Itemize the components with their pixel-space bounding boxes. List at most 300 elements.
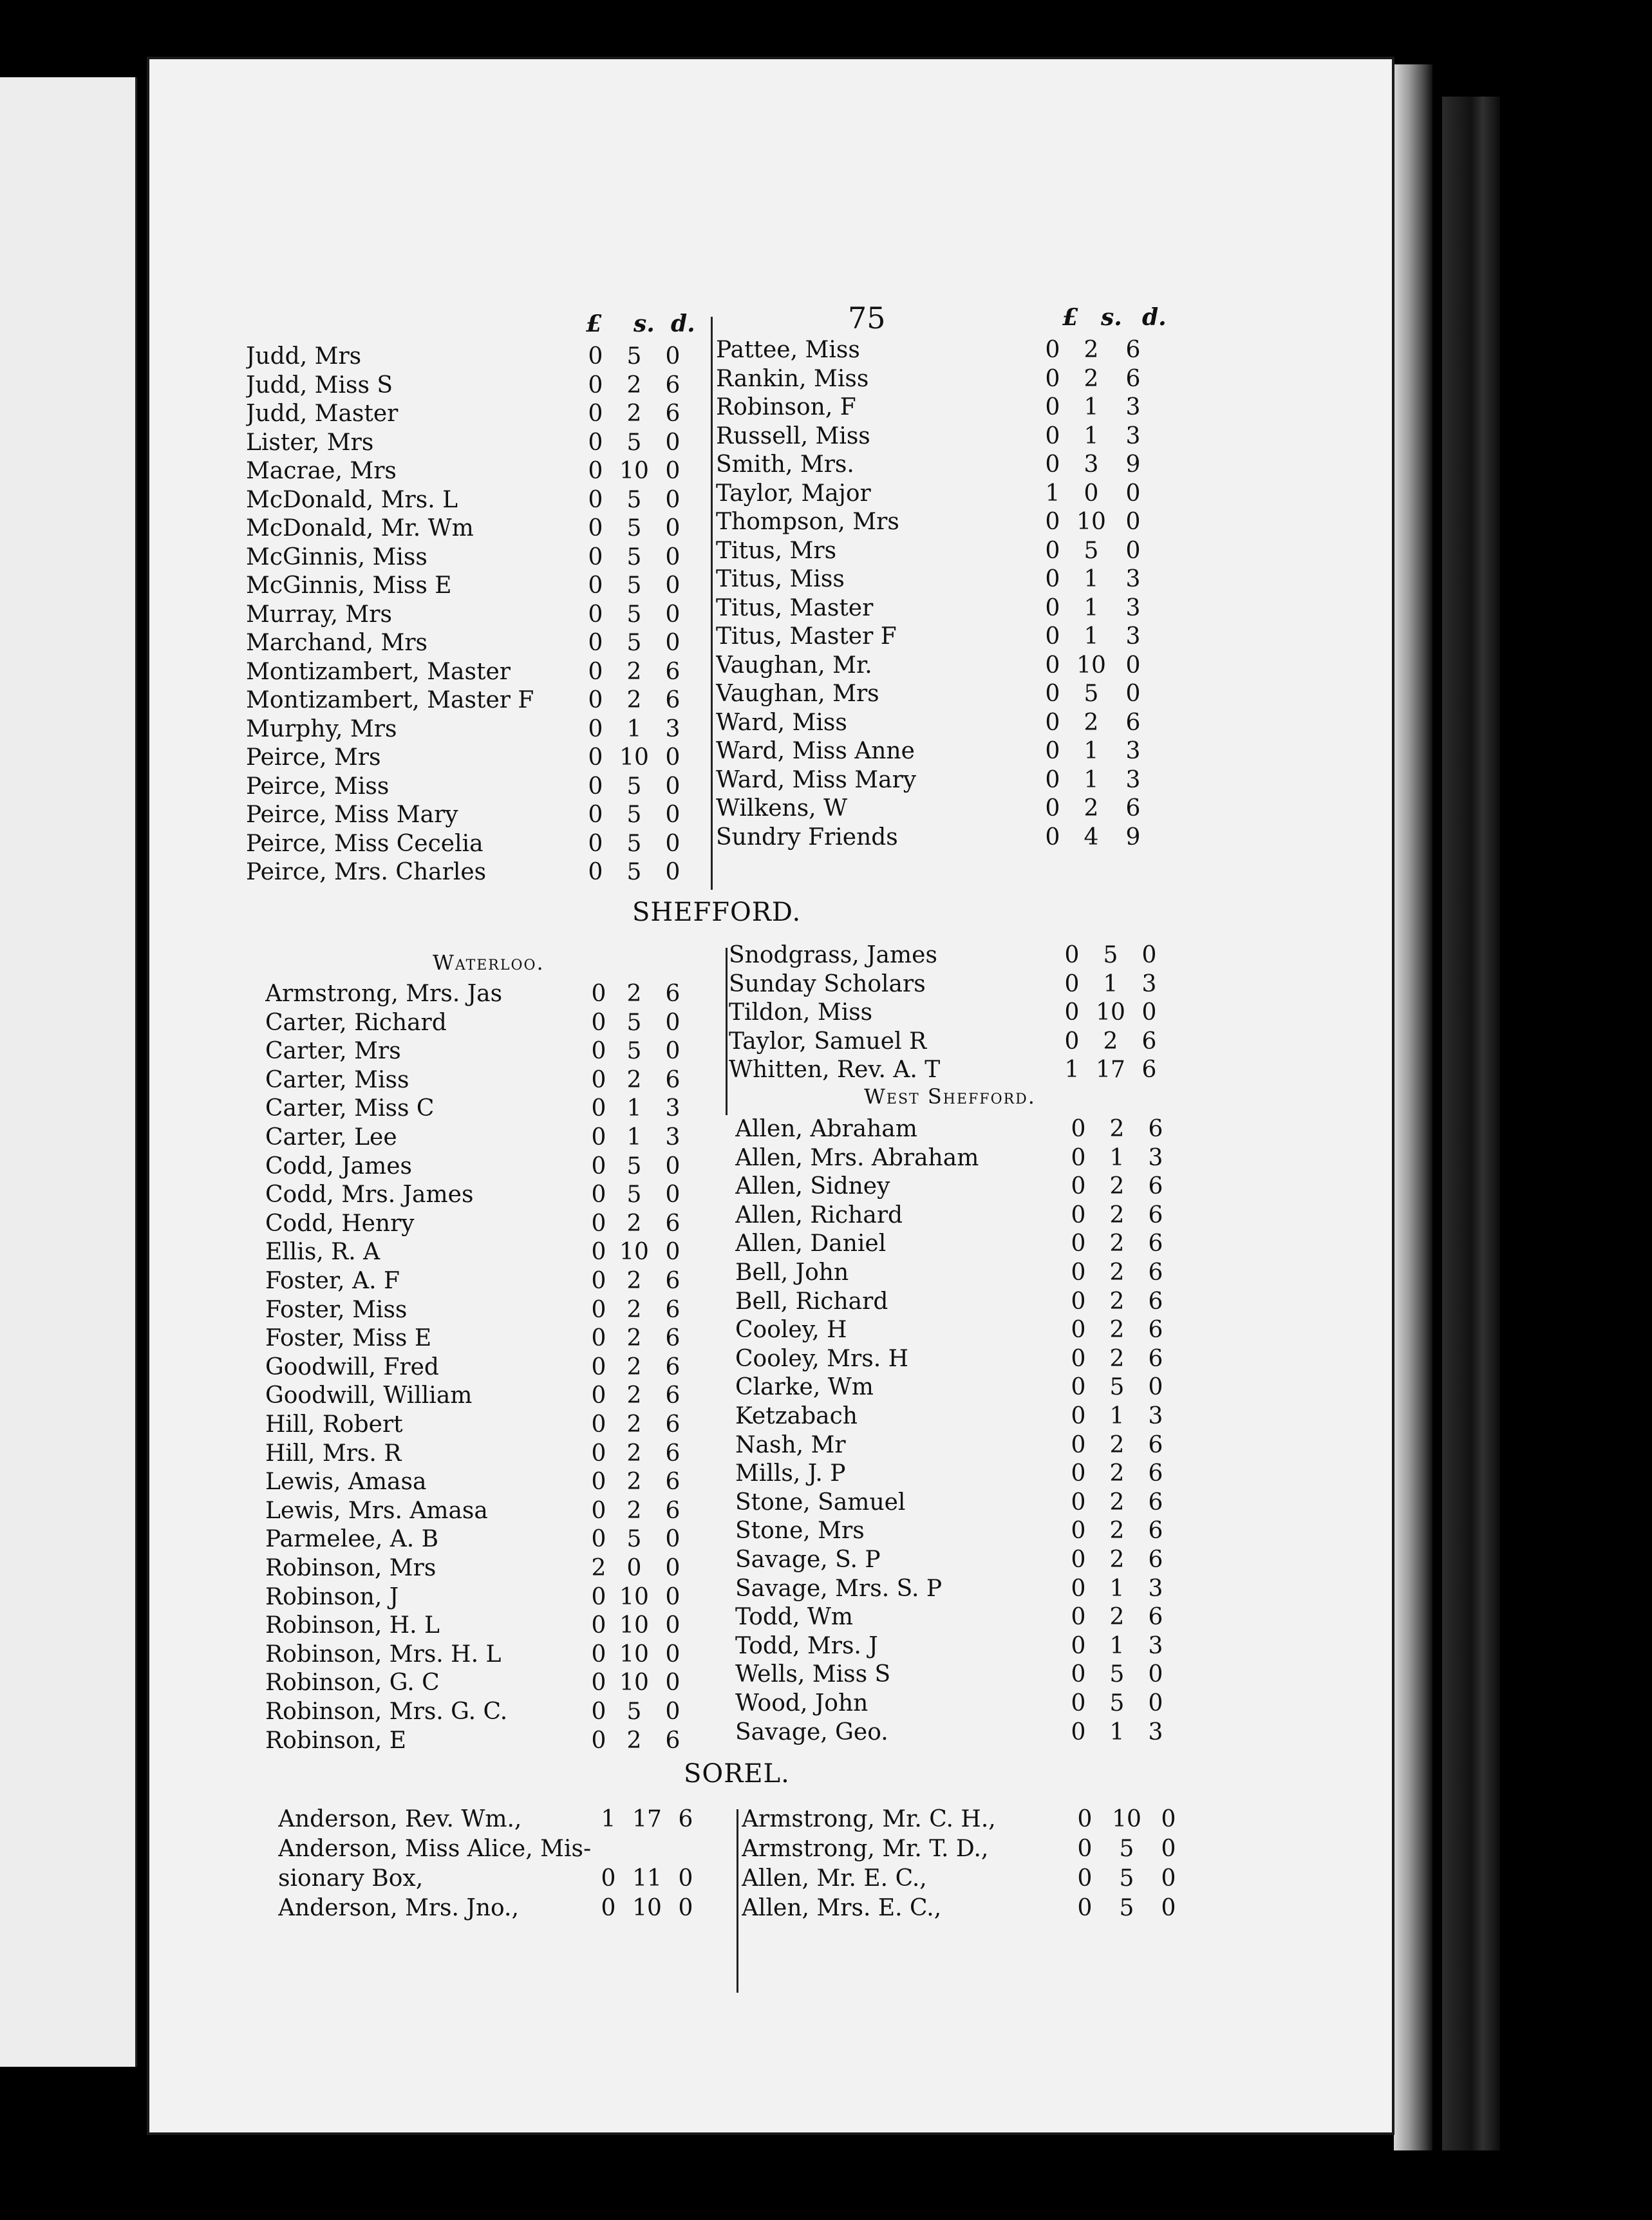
amount-pounds: 0 xyxy=(588,687,603,713)
amount-shillings: 2 xyxy=(1109,1489,1125,1516)
contributor-name-text: Murphy, Mrs xyxy=(246,716,399,742)
amount-pence: 3 xyxy=(1125,394,1141,420)
amount-pence: 0 xyxy=(665,486,681,513)
amount-shillings: 5 xyxy=(626,486,642,513)
contributor-name xyxy=(265,1669,584,1697)
amount-shillings: 5 xyxy=(626,1698,642,1725)
contributor-name xyxy=(735,1316,1047,1344)
ledger-row xyxy=(735,1316,1173,1344)
amount-pence: 6 xyxy=(665,1469,681,1496)
amount-shillings: 1 xyxy=(1084,566,1099,592)
contributor-name xyxy=(735,1230,1047,1258)
amount-pence: 0 xyxy=(665,601,681,628)
amount-pence: 6 xyxy=(665,1497,681,1524)
amount-pence: 0 xyxy=(665,1555,681,1581)
amount-pounds: 0 xyxy=(1077,1806,1093,1832)
ledger-row xyxy=(729,1028,1167,1056)
amount-shillings: 5 xyxy=(1109,1374,1125,1401)
amount-shillings: 2 xyxy=(626,658,642,685)
amount-pence: 6 xyxy=(1148,1345,1163,1372)
amount-shillings: 10 xyxy=(619,1670,649,1697)
amount-shillings: 10 xyxy=(619,1612,649,1639)
amount-shillings: 2 xyxy=(1109,1201,1125,1228)
amount-shillings: 1 xyxy=(1109,1718,1125,1745)
amount-shillings: 5 xyxy=(626,429,642,456)
amount-pounds: 0 xyxy=(1071,1259,1086,1286)
amount-pence: 3 xyxy=(1148,1718,1163,1745)
ledger-row xyxy=(716,795,1150,823)
amount-pounds: 0 xyxy=(588,572,603,599)
contributor-name-text: Pattee, Miss xyxy=(716,337,863,363)
amount-shillings: 10 xyxy=(619,1641,649,1668)
amount-pounds: 0 xyxy=(1045,594,1060,621)
amount-pence: 0 xyxy=(665,429,681,456)
ledger-row xyxy=(265,1583,690,1612)
contributor-name xyxy=(735,1172,1047,1201)
subsection-west-shefford: West Shefford. xyxy=(864,1084,1036,1109)
contributor-name-text: Robinson, Mrs. G. C. xyxy=(265,1698,510,1725)
ledger-row xyxy=(265,1497,690,1525)
amount-shillings: 2 xyxy=(626,400,642,427)
amount-pence: 3 xyxy=(665,715,681,742)
amount-pence: 6 xyxy=(665,687,681,713)
amount-pence: 0 xyxy=(1125,480,1141,507)
ledger-row xyxy=(735,1373,1173,1402)
ledger-row xyxy=(735,1230,1173,1258)
amount-pounds: 0 xyxy=(1077,1865,1093,1892)
amount-shillings: 5 xyxy=(626,830,642,857)
amount-shillings: 2 xyxy=(1103,1028,1118,1055)
contributor-name-text: Carter, Miss xyxy=(265,1067,411,1093)
ledger-row xyxy=(265,1411,690,1439)
ledger-row xyxy=(716,623,1150,651)
amount-shillings: 2 xyxy=(1109,1518,1125,1545)
amount-pence: 6 xyxy=(1125,365,1141,392)
contributor-name xyxy=(735,1517,1047,1545)
ledger-row xyxy=(265,1525,690,1554)
contributor-name-text: Judd, Master xyxy=(246,400,400,427)
amount-pounds: 0 xyxy=(591,1181,606,1209)
contributor-name-text: Peirce, Mrs xyxy=(246,744,384,771)
ledger-row xyxy=(265,1181,690,1209)
amount-pounds: 0 xyxy=(591,981,606,1007)
amount-pence: 6 xyxy=(665,1296,681,1323)
amount-pence: 0 xyxy=(665,1670,681,1697)
amount-pounds: 0 xyxy=(601,1865,616,1892)
ledger-row xyxy=(278,1894,703,1923)
contributor-name-text: Vaughan, Mr. xyxy=(716,652,875,679)
contributor-name-text: Savage, Mrs. S. P xyxy=(735,1576,944,1602)
contributor-name-text: Savage, Geo. xyxy=(735,1719,891,1745)
amount-shillings: 5 xyxy=(626,1152,642,1180)
contributor-name-text: Snodgrass, James xyxy=(729,942,940,968)
ledger-row xyxy=(246,744,690,772)
contributor-name xyxy=(735,1144,1047,1172)
amount-pence: 3 xyxy=(1125,422,1141,449)
header-pounds-right: £ xyxy=(1062,304,1079,331)
contributor-name-text: Wells, Miss S xyxy=(735,1661,893,1688)
amount-shillings: 2 xyxy=(626,1325,642,1352)
contributor-name xyxy=(246,572,568,600)
contributor-name-text: Lister, Mrs xyxy=(246,429,376,456)
amount-pence: 6 xyxy=(1148,1489,1163,1516)
contributor-name xyxy=(265,1095,584,1123)
ledger-row xyxy=(265,1698,690,1726)
facing-page-edge xyxy=(0,77,137,2067)
contributor-name-text: Codd, James xyxy=(265,1153,415,1180)
amount-pence: 3 xyxy=(1141,970,1157,997)
amount-shillings: 2 xyxy=(626,1411,642,1438)
amount-shillings: 2 xyxy=(626,1469,642,1496)
ledger-row xyxy=(735,1345,1173,1373)
amount-pence: 6 xyxy=(1141,1028,1157,1055)
amount-pounds: 0 xyxy=(1071,1547,1086,1573)
contributor-name xyxy=(716,795,1028,823)
contributor-name xyxy=(265,1612,584,1640)
amount-pounds: 0 xyxy=(588,859,603,885)
contributor-name-text: Allen, Mrs. Abraham xyxy=(735,1145,981,1171)
amount-pence: 6 xyxy=(665,1325,681,1352)
amount-shillings: 10 xyxy=(1076,652,1106,679)
amount-shillings: 2 xyxy=(1109,1116,1125,1142)
amount-pence: 0 xyxy=(665,543,681,570)
contributor-name xyxy=(265,1411,584,1439)
amount-pence: 6 xyxy=(1148,1460,1163,1487)
ledger-row xyxy=(265,1210,690,1238)
ledger-row xyxy=(716,594,1150,623)
amount-pounds: 0 xyxy=(591,1698,606,1725)
contributor-name xyxy=(716,537,1028,565)
column-divider xyxy=(737,1809,738,1993)
ledger-row xyxy=(716,737,1150,766)
amount-pounds: 0 xyxy=(588,429,603,456)
amount-pounds: 0 xyxy=(591,1641,606,1668)
ledger-row xyxy=(265,1440,690,1468)
amount-shillings: 10 xyxy=(1112,1806,1141,1832)
ledger-row xyxy=(246,572,690,600)
amount-pounds: 1 xyxy=(1045,480,1060,507)
contributor-name xyxy=(265,1497,584,1525)
amount-pence: 0 xyxy=(665,630,681,656)
ledger-row xyxy=(246,457,690,485)
contributor-name xyxy=(735,1402,1047,1431)
amount-pence: 0 xyxy=(678,1865,693,1892)
amount-shillings: 1 xyxy=(1084,766,1099,793)
contributor-name xyxy=(716,480,1028,508)
amount-pounds: 0 xyxy=(591,1353,606,1380)
contributor-name xyxy=(246,858,568,887)
amount-shillings: 1 xyxy=(1084,422,1099,449)
amount-shillings: 2 xyxy=(626,1268,642,1294)
contributor-name-text: Judd, Miss S xyxy=(246,372,395,399)
ledger-row xyxy=(742,1835,1186,1863)
amount-pence: 9 xyxy=(1125,823,1141,851)
ledger-row xyxy=(265,1066,690,1095)
amount-pounds: 0 xyxy=(1071,1632,1086,1659)
amount-pounds: 0 xyxy=(1045,337,1060,363)
amount-shillings: 5 xyxy=(626,802,642,828)
contributor-name-text: Tildon, Miss xyxy=(729,999,875,1026)
amount-shillings: 4 xyxy=(1084,823,1099,851)
contributor-name xyxy=(742,1894,1057,1923)
contributor-name-text: Robinson, F xyxy=(716,394,859,420)
contributor-name-text: Allen, Abraham xyxy=(735,1116,920,1142)
amount-shillings: 2 xyxy=(626,1066,642,1093)
amount-pounds: 0 xyxy=(588,372,603,399)
amount-shillings: 5 xyxy=(626,630,642,656)
amount-shillings: 2 xyxy=(1109,1345,1125,1372)
contributor-name-text: Foster, A. F xyxy=(265,1268,402,1294)
page-gutter xyxy=(1394,64,1432,2150)
amount-shillings: 2 xyxy=(1084,795,1099,822)
contributor-name-text: Ward, Miss Mary xyxy=(716,767,919,793)
amount-pence: 0 xyxy=(665,1641,681,1668)
amount-pence: 6 xyxy=(1148,1317,1163,1344)
amount-pounds: 0 xyxy=(1071,1403,1086,1429)
contributor-name-text: Hill, Mrs. R xyxy=(265,1440,404,1467)
amount-pounds: 0 xyxy=(1071,1230,1086,1257)
amount-shillings: 5 xyxy=(626,1038,642,1065)
contributor-name xyxy=(735,1259,1047,1287)
contributor-name xyxy=(246,429,568,457)
contributor-name xyxy=(716,508,1028,536)
amount-pence: 0 xyxy=(665,1526,681,1553)
amount-shillings: 10 xyxy=(619,458,649,484)
ledger-row xyxy=(735,1115,1173,1143)
contributor-name xyxy=(246,343,568,371)
contributor-name-text: Montizambert, Master F xyxy=(246,687,536,713)
contributor-name-text: Robinson, G. C xyxy=(265,1670,442,1696)
amount-shillings: 5 xyxy=(626,572,642,599)
contributor-name-text: Allen, Mrs. E. C., xyxy=(742,1895,944,1921)
contributor-name-text: Stone, Mrs xyxy=(735,1518,867,1544)
ledger-row xyxy=(246,372,690,400)
ledger-row xyxy=(716,508,1150,536)
ledger-row xyxy=(735,1402,1173,1431)
amount-pence: 6 xyxy=(1125,337,1141,363)
contributor-name-text: Parmelee, A. B xyxy=(265,1526,441,1552)
contributor-name-text: Ward, Miss xyxy=(716,710,850,736)
ledger-row xyxy=(735,1517,1173,1545)
amount-shillings: 10 xyxy=(632,1895,662,1921)
amount-pounds: 0 xyxy=(588,773,603,800)
contributor-name xyxy=(735,1460,1047,1488)
contributor-name xyxy=(265,1641,584,1669)
amount-pounds: 0 xyxy=(1077,1895,1093,1921)
amount-pence: 0 xyxy=(665,859,681,885)
amount-pence: 6 xyxy=(665,400,681,427)
contributor-name xyxy=(735,1575,1047,1603)
ledger-row xyxy=(265,1641,690,1669)
amount-shillings: 2 xyxy=(626,1382,642,1409)
ledger-row xyxy=(735,1259,1173,1287)
amount-shillings: 1 xyxy=(1109,1144,1125,1171)
amount-pounds: 0 xyxy=(1064,999,1080,1026)
amount-pence: 6 xyxy=(665,1382,681,1409)
amount-shillings: 2 xyxy=(1084,709,1099,736)
ledger-row xyxy=(735,1460,1173,1488)
amount-shillings: 2 xyxy=(1109,1173,1125,1200)
amount-pence: 6 xyxy=(1148,1116,1163,1142)
amount-pounds: 0 xyxy=(1045,422,1060,449)
amount-shillings: 3 xyxy=(1084,451,1099,478)
ledger-row xyxy=(735,1201,1173,1230)
amount-pence: 6 xyxy=(665,981,681,1007)
amount-pence: 0 xyxy=(1148,1374,1163,1401)
contributor-name-text: McGinnis, Miss E xyxy=(246,572,455,599)
contributor-name-text: Carter, Mrs xyxy=(265,1038,404,1064)
contributor-name-text: Lewis, Amasa xyxy=(265,1469,429,1495)
contributor-name xyxy=(716,594,1028,623)
contributor-name-text: Cooley, H xyxy=(735,1317,850,1343)
ledger-row xyxy=(246,686,690,715)
contributor-name-text: Thompson, Mrs xyxy=(716,509,902,535)
contributor-name xyxy=(716,365,1028,393)
contributor-name-text: Judd, Mrs xyxy=(246,343,364,370)
amount-pounds: 0 xyxy=(591,1124,606,1151)
header-pounds-left: £ xyxy=(586,310,603,337)
contributor-name xyxy=(716,652,1028,680)
contributor-name-text: Anderson, Mrs. Jno., xyxy=(278,1895,521,1921)
contributor-name xyxy=(716,336,1028,364)
contributor-name xyxy=(265,1267,584,1295)
amount-pence: 0 xyxy=(1148,1690,1163,1717)
amount-shillings: 10 xyxy=(1096,999,1125,1026)
ledger-row xyxy=(729,999,1167,1027)
section-title-sorel: SOREL. xyxy=(684,1759,790,1789)
contributor-name xyxy=(265,1124,584,1152)
contributor-name-text: Robinson, J xyxy=(265,1584,401,1610)
amount-pence: 0 xyxy=(665,1698,681,1725)
amount-shillings: 2 xyxy=(1109,1259,1125,1286)
contributor-name-text: Peirce, Mrs. Charles xyxy=(246,859,489,885)
amount-pounds: 0 xyxy=(1071,1431,1086,1458)
contributor-name xyxy=(716,823,1028,852)
amount-pounds: 2 xyxy=(591,1555,606,1581)
amount-pence: 0 xyxy=(1125,537,1141,564)
ledger-row xyxy=(265,1669,690,1697)
amount-shillings: 11 xyxy=(632,1865,662,1892)
contributor-name xyxy=(729,999,1044,1027)
amount-pence: 0 xyxy=(1141,999,1157,1026)
ledger-row xyxy=(265,1468,690,1496)
contributor-name xyxy=(735,1718,1047,1747)
amount-shillings: 1 xyxy=(1109,1632,1125,1659)
amount-shillings: 1 xyxy=(1084,738,1099,764)
contributor-name-text: Armstrong, Mrs. Jas xyxy=(265,981,505,1007)
ledger-row xyxy=(246,629,690,657)
amount-pence: 0 xyxy=(665,572,681,599)
amount-shillings: 1 xyxy=(1103,970,1118,997)
contributor-name-text: Taylor, Major xyxy=(716,480,874,507)
ledger-row xyxy=(246,400,690,428)
contributor-name xyxy=(246,830,568,858)
amount-pounds: 0 xyxy=(591,1583,606,1610)
amount-pounds: 0 xyxy=(1071,1374,1086,1401)
contributor-name-text: Wilkens, W xyxy=(716,795,850,822)
contributor-name-text: Titus, Mrs xyxy=(716,538,839,564)
ledger-row xyxy=(278,1865,703,1893)
contributor-name-text: Robinson, Mrs. H. L xyxy=(265,1641,503,1668)
contributor-name xyxy=(716,709,1028,737)
ledger-row xyxy=(716,565,1150,594)
amount-shillings: 2 xyxy=(626,981,642,1007)
amount-shillings: 1 xyxy=(1084,623,1099,650)
ledger-row xyxy=(716,365,1150,393)
amount-shillings: 1 xyxy=(1084,394,1099,420)
amount-shillings: 5 xyxy=(1119,1865,1134,1892)
amount-pounds: 0 xyxy=(1064,1028,1080,1055)
amount-pounds: 0 xyxy=(1045,709,1060,736)
amount-pounds: 0 xyxy=(588,486,603,513)
ledger-row xyxy=(735,1144,1173,1172)
amount-pounds: 0 xyxy=(591,1066,606,1093)
amount-pounds: 0 xyxy=(591,1296,606,1323)
amount-pence: 6 xyxy=(665,1727,681,1754)
amount-pence: 0 xyxy=(665,1239,681,1266)
contributor-name xyxy=(729,970,1044,999)
ledger-row xyxy=(716,451,1150,479)
amount-shillings: 1 xyxy=(1109,1403,1125,1429)
amount-shillings: 2 xyxy=(1084,337,1099,363)
amount-shillings: 2 xyxy=(1109,1547,1125,1573)
contributor-name xyxy=(265,1296,584,1324)
amount-pence: 6 xyxy=(665,1411,681,1438)
amount-pounds: 0 xyxy=(1045,394,1060,420)
amount-pounds: 0 xyxy=(588,830,603,857)
amount-pence: 3 xyxy=(1125,766,1141,793)
contributor-name xyxy=(265,1324,584,1353)
ledger-row xyxy=(716,393,1150,422)
amount-pence: 0 xyxy=(1125,681,1141,707)
amount-pence: 0 xyxy=(1161,1895,1176,1921)
amount-shillings: 10 xyxy=(1076,509,1106,535)
contributor-name xyxy=(729,1028,1044,1056)
ledger-row xyxy=(735,1489,1173,1517)
amount-pence: 3 xyxy=(1148,1144,1163,1171)
amount-pounds: 0 xyxy=(591,1440,606,1467)
contributor-name-text: Todd, Wm xyxy=(735,1604,856,1630)
contributor-name-text: Allen, Sidney xyxy=(735,1173,892,1199)
amount-pence: 6 xyxy=(1148,1547,1163,1573)
amount-pounds: 0 xyxy=(1045,537,1060,564)
amount-pounds: 0 xyxy=(1071,1604,1086,1631)
contributor-name xyxy=(716,565,1028,594)
amount-pounds: 0 xyxy=(591,1239,606,1266)
amount-shillings: 5 xyxy=(626,515,642,541)
amount-pence: 9 xyxy=(1125,451,1141,478)
ledger-row xyxy=(246,601,690,629)
contributor-name-text: Allen, Mr. E. C., xyxy=(742,1865,930,1892)
ledger-row xyxy=(265,1353,690,1382)
contributor-name-text: Marchand, Mrs xyxy=(246,630,430,656)
ledger-row xyxy=(246,715,690,744)
ledger-row xyxy=(265,1124,690,1152)
amount-shillings: 5 xyxy=(626,1009,642,1036)
contributor-name xyxy=(278,1865,594,1893)
ledger-row xyxy=(735,1431,1173,1460)
contributor-name-text: Peirce, Miss Cecelia xyxy=(246,831,486,857)
amount-pounds: 0 xyxy=(1045,823,1060,851)
ledger-row xyxy=(246,773,690,801)
ledger-row xyxy=(742,1865,1186,1893)
ledger-row xyxy=(716,537,1150,565)
column-divider xyxy=(726,948,727,1115)
amount-pounds: 0 xyxy=(588,343,603,370)
ledger-row xyxy=(716,709,1150,737)
contributor-name xyxy=(265,1727,584,1755)
contributor-name xyxy=(265,1353,584,1382)
